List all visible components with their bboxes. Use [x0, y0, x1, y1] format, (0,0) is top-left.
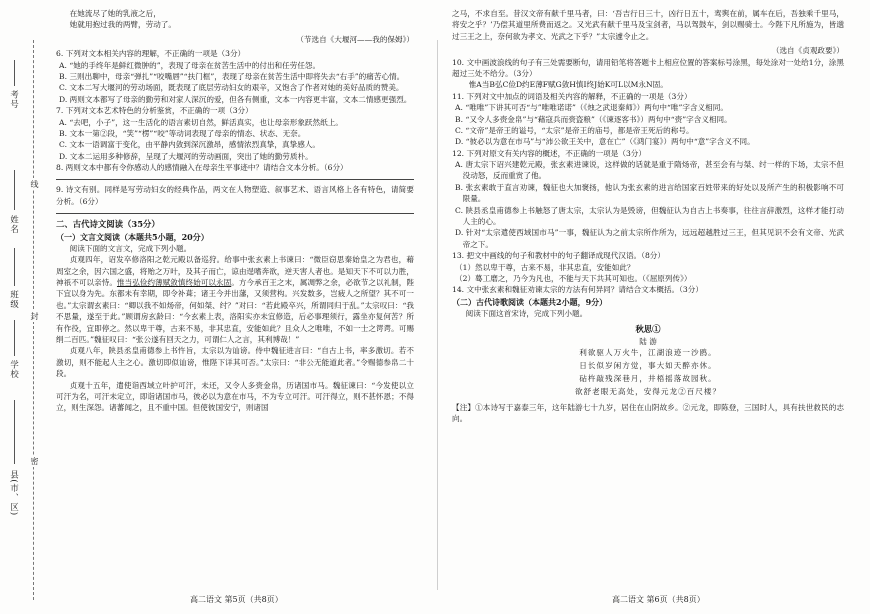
question-10-breakpoints: 惟A当B弘C俭D约E薄F赋G敛H慎I终J始K可L以M永N固。: [468, 80, 668, 90]
poem-line: 砧杵敲残深巷月，井梧摇落故园秋。: [579, 373, 717, 383]
question-11-option-c[interactable]: C. “文帝”是帝王的谥号，“太宗”是帝王的庙号，都是帝王死后的称号。: [455, 125, 694, 135]
question-6-option-c[interactable]: C. 文本二写大堰河的劳动场面，既表现了底层劳动妇女的艰辛，又饱含了作者对她的美好品质的赞美。: [59, 83, 404, 93]
poem-line: 利欲驱人万火牛，江湖浪迹一沙鸥。: [579, 348, 717, 358]
question-6-option-a[interactable]: A. “她的手终年是鲜红微肿的”，表现了母亲在贫苦生活中的付出和任劳任怨。: [59, 60, 321, 70]
classical-text-continued: 之马，不求自至。昔汉文帝有献千里马者，曰：‘吾吉行日三十，凶行日五十，鸾舆在前，属车在后，吾独乘千里马，将安之乎？’乃偿其道里所费而返之。又光武有献千里马及宝剑者，马以驾鼓车，剑以赐骑士。今陛下凡所施为，皆邈过三王之上，奈何欲为孝文、光武之下乎？”太宗遽令止之。: [452, 9, 844, 41]
question-14: 14. 文中张玄素和魏征劝谏太宗的方法有何异同？请结合文本概括。（3分）: [452, 285, 703, 295]
poem-note: 【注】①本诗写于嘉泰三年，这年陆游七十九岁，居住在山阴故乡。②元龙，即陈登，三国时人，具有扶世救民的志向。: [452, 402, 844, 424]
question-7-option-d[interactable]: D. 文本二运用多种修辞，呈现了大堰河的劳动画面，突出了她的勤劳质朴。: [59, 151, 313, 161]
question-6-stem: 6. 下列对文本相关内容的理解，不正确的一项是（3分）: [56, 49, 246, 59]
label-class: 班级: [9, 290, 20, 309]
classical-text-paragraph: 贞观八年，陕县丞皇甫德参上书忤旨，太宗以为讪谤。侍中魏征进言曰：“自古上书，率多激切。若不激切，则不能起人主之心。激切即似讪谤，惟陛下详其可否。”太宗曰：“非公无能道此者。”令赐德参帛二十段。: [56, 346, 414, 379]
fill-line-county[interactable]: [14, 400, 15, 464]
question-12-option-c[interactable]: C. 陕县丞皇甫德参上书触怒了唐太宗，太宗认为是毁谤，但魏征认为自古上书奏事，往往言辞激烈，这样才能打动人主的心。: [455, 205, 844, 227]
question-6-option-d[interactable]: D. 两则文本都写了母亲的勤劳和对家人深沉的爱，但各有侧重，文本一内容更丰富，文本二情感更强烈。: [59, 94, 412, 104]
poem-line: 欲舒老眼无高处，安得元龙②百尺楼？: [574, 386, 722, 396]
read-prompt: 阅读下面的文言文，完成下列小题。: [69, 243, 192, 253]
seal-char-xian: 线: [30, 180, 39, 188]
fill-line-school[interactable]: [14, 320, 15, 356]
question-7-option-b[interactable]: B. 文本一第②段，“笑”“楞”“咬”等动词表现了母亲的情态、状态、无奈。: [59, 128, 306, 138]
question-12-option-b[interactable]: B. 张玄素敢于直言劝谏，魏征也大加褒扬，他认为张玄素的进言给国家百姓带来的好处以及所产生的积极影响不可限量。: [455, 182, 844, 204]
question-13: 13. 把文中画线的句子和教材中的句子翻译成现代汉语。（8分）: [452, 251, 665, 261]
label-school: 学校: [9, 360, 20, 379]
question-13-part-2: （2）蓦工磨之，乃今为凡也，不能与天下共其可知也。（《屈原列传》）: [455, 273, 692, 283]
question-8: 8. 两则文本中都有令你感动人的感情融入在母亲生平事迹中？请结合文本分析。（6分）: [56, 163, 348, 173]
question-11-option-b[interactable]: B. “又令人多赍金帛”与“藉寇兵而赍盗粮”（《谏逐客书》）两句中“赍”字含义相同。: [455, 114, 732, 124]
page-divider: [437, 40, 438, 590]
question-7-option-a[interactable]: A. “去吧，小子”，这一生活化的语言素切自然，鲜活真实，也让母亲形象跃然纸上。: [59, 117, 343, 127]
question-11-option-d[interactable]: D. “彼必以为意在市马”与“沛公欲王关中，意在亡”（《鸿门宴》）两句中“意”字含义不同。: [455, 137, 755, 147]
section-2-title: 二、古代诗文阅读（35分）: [56, 219, 160, 230]
section-2-2-title: （二）古代诗歌阅读（本题共2小题，9分）: [452, 296, 608, 307]
question-12-option-a[interactable]: A. 唐太宗下诏兴建乾元殿，张玄素进谏说，这样做的话就是重于隋炀帝，甚至会有与桀、纣一样的下场，太宗不但没动怒，反而重赏了他。: [455, 160, 844, 181]
classical-text-paragraph: [56, 254, 414, 345]
fill-line-exam-no[interactable]: [14, 60, 15, 86]
fill-line-name[interactable]: [14, 170, 15, 210]
poem-excerpt-line: 她就用抱过我的两臂，劳动了。: [69, 20, 176, 30]
poem-excerpt-line: 在她流尽了她的乳液之后，: [69, 9, 161, 18]
section-divider: [56, 213, 414, 214]
question-11-option-a[interactable]: A. “唯唯”下讲其可否“与”唯唯诺诺”（《烛之武退秦师》）两句中“唯”字含义相同。: [455, 103, 728, 113]
classical-text-part: 贞观四年，诏发卒修洛阳之乾元殿以备巡狩。给事中张玄素上书谏曰：“微臣窃思秦始皇之为君也，藉周室之余，因六国之盛，将贻之万叶，及其子而亡，谅由逞嗜奔欲，逆天害人者也。是知天下不可以力胜，神祇不可以亲恃。: [56, 255, 414, 288]
poem-author: 陆 游: [639, 336, 657, 346]
text-source: （选自《贞观政要》）: [771, 46, 844, 56]
binding-strip: [0, 0, 52, 614]
question-7-option-c[interactable]: C. 文本一语调富于变化，由平静内敛到深沉激昂，感情浓烈真挚，真挚感人。: [59, 140, 320, 150]
wavy-underline-sentence: 惟当弘俭约薄赋敛慎终始可以永固: [116, 278, 232, 288]
poem-line: 日长似岁闲方觉，事大如天醉亦休。: [579, 361, 717, 371]
poem-title: 秋思①: [635, 324, 661, 335]
classical-text-part: 。方今承百王之末，属凋弊之余，必欲节之以礼制，陛下宜以身为先。东都未有幸期，即令补葺；诸王今并出藩，又须营构。兴发数多，岂疲人之所望？其不可一也。”太宗谓玄素曰：“卿以我不如炀帝，何如桀、纣？”对曰：“若此殿卒兴，所谓同归于乱。”太宗叹曰：“我不思量，遂至于此。”顾谓房玄龄曰：“今玄素上表，洛阳实亦未宜修造，后必事理须行，露坐亦复何苦？所有作役，宜即停之。然以卑干尊，古来不易，非其忠直，安能如此？且众人之唯唯，不如一士之谔谔。可赐绢二百匹。”魏征叹曰：“张公遂有回天之力，可谓仁人之言，其利博哉！”: [56, 278, 415, 344]
question-12-option-d[interactable]: D. 针对“太宗遣使西域国市马”一事，魏征认为之前太宗所作所为，远远超越胜过三王，但其见识不会有文帝、光武帝之下。: [455, 228, 844, 249]
footer-page-5: 高二语文 第5页（共8页）: [190, 595, 283, 604]
text-source: （节选自《大堰河——我的保姆》）: [296, 34, 414, 44]
question-6-option-b[interactable]: B. 三则出聊中，母亲“弹扎”“咬嘴唇”“扶门框”，表现了母亲在贫苦生活中即将失去“右手”的痛苦心情。: [59, 71, 405, 81]
label-name: 姓名: [9, 215, 20, 234]
question-9: 9. 诗文有别。同样是写劳动妇女的经典作品，两文在人物塑造、叙事艺术、语言风格上各有特色，请简要分析。（6分）: [56, 185, 414, 206]
question-12-stem: 12. 下列对原文有关内容的概述，不正确的一项是（3分）: [452, 148, 646, 158]
section-2-1-title: （一）文言文阅读（本题共5小题，20分）: [56, 231, 209, 242]
question-13-part-1: （1）然以卑干尊，古来不易，非其忠直，安能如此？: [455, 262, 635, 272]
seal-char-mi: 密: [30, 457, 39, 465]
question-7-stem: 7. 下列对文本艺术特色的分析鉴赏，不正确的一项（3分）: [56, 106, 253, 116]
fill-line-class[interactable]: [14, 248, 15, 286]
question-10: 10. 文中画波浪线的句子有三处需要断句，请用铅笔将答题卡上相应位置的答案标号涂黑，每处涂对一处给1分，涂黑超过三处不给分。（3分）: [452, 57, 844, 78]
label-exam-no: 考号: [9, 90, 20, 109]
left-page-column: [56, 9, 415, 414]
read-prompt: 阅读下面这首宋诗，完成下列小题。: [465, 308, 588, 318]
question-11-stem: 11. 下列对文中加点的词语及相关内容的解释，不正确的一项是（3分）: [452, 91, 692, 101]
right-page-column: [452, 8, 844, 425]
footer-page-6: 高二语文 第6页（共8页）: [612, 595, 705, 604]
classical-text-paragraph: 贞观十五年，遣使诣西域立叶护可汗，未还，又令人多赍金帛，历诸国市马。魏征谏曰：“今发使以立可汗为名，可汗未定立，即诣诸国市马，彼必以为意在市马，不为专立可汗。可汗得立，则不甚怀恩；不得立，则生深怨。诸蕃闻之，且不重中国。但使彼国安宁，则诸国: [56, 380, 414, 413]
label-county: 县(市、区): [9, 470, 20, 517]
seal-char-feng: 封: [30, 312, 39, 320]
answer-divider: [56, 179, 414, 180]
